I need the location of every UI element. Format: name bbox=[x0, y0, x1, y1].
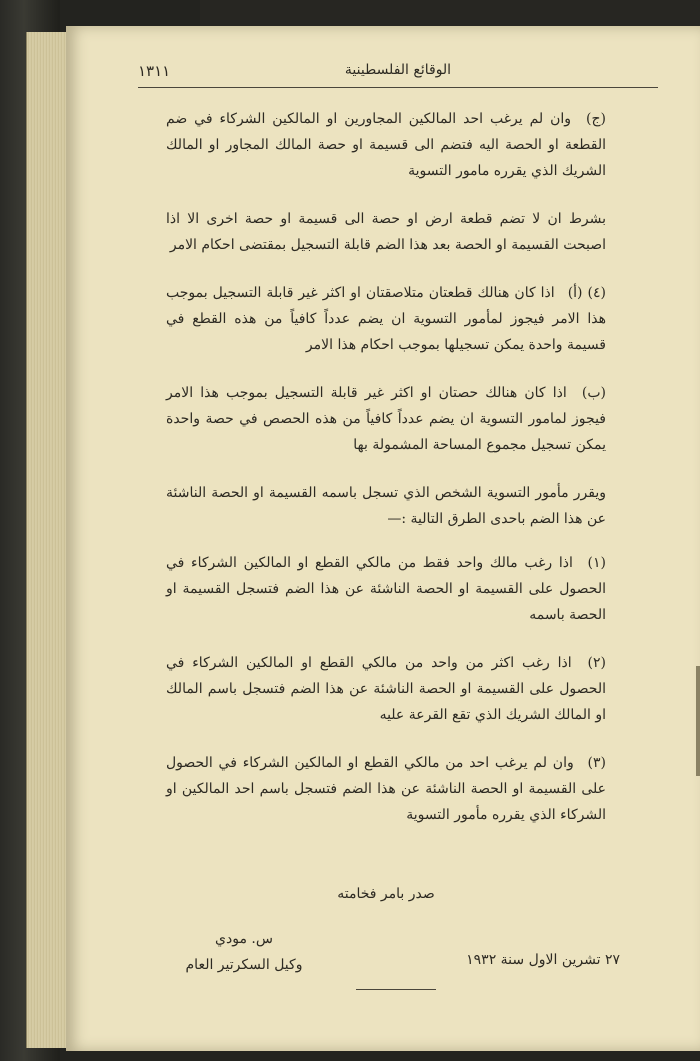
background-surface bbox=[200, 0, 700, 26]
paragraph bbox=[166, 750, 606, 828]
paragraph-text: بشرط ان لا تضم قطعة ارض او حصة الى قسيمة او حصة اخرى الا اذا اصبحت القسيمة او الحصة بعد هذا الضم قابلة التسجيل بمقتضى احكام الامر bbox=[166, 211, 606, 253]
paragraph-text: اذا كان هنالك قطعتان متلاصقتان او اكثر غير قابلة التسجيل بموجب هذا الامر فيجوز لمأمور التسوية ان يضم عدداً كافياً من هذه القطع في قسيمة واحدة يمكن تسجيلها بموجب احكام هذا الامر bbox=[166, 285, 606, 353]
signature-block bbox=[174, 926, 314, 978]
paragraph-mark: (ب) bbox=[581, 385, 606, 401]
date-line: ٢٧ تشرين الاول سنة ١٩٣٢ bbox=[466, 952, 620, 968]
footer-rule bbox=[356, 989, 436, 990]
paragraph-text: اذا رغب مالك واحد فقط من مالكي القطع او المالكين الشركاء في الحصول على القسيمة او الحصة الناشئة عن هذا الضم فتسجل القسيمة او الحصة باسمه bbox=[166, 555, 606, 623]
paragraph bbox=[166, 106, 606, 184]
paragraph bbox=[166, 380, 606, 458]
paragraph-text: اذا كان هنالك حصتان او اكثر غير قابلة التسجيل بموجب هذا الامر فيجوز لمامور التسوية ان يضم عدداً كافياً من هذه الحصص في حصة واحدة يمكن تسجيل مجموع المساحة المشمولة بها bbox=[166, 385, 606, 453]
running-title: الوقائع الفلسطينية bbox=[344, 62, 452, 78]
paragraph bbox=[166, 206, 606, 258]
paragraph bbox=[166, 480, 606, 532]
paragraph bbox=[166, 550, 606, 628]
document-page bbox=[66, 26, 700, 1051]
paragraph-mark: (ج) bbox=[586, 111, 606, 127]
page-number: ١٣١١ bbox=[138, 62, 171, 80]
paragraph-text: وان لم يرغب احد من مالكي القطع او المالكين الشركاء في الحصول على القسيمة او الحصة الناشئة عن هذا الضم فتسجل باسم احد المالكين او الشركاء الذي يقرره مأمور التسوية bbox=[166, 755, 606, 823]
paragraph bbox=[166, 280, 606, 358]
body-text bbox=[166, 106, 606, 850]
paragraph-mark: (٤) (أ) bbox=[567, 285, 606, 301]
header-rule bbox=[138, 87, 658, 88]
page-edge-mark bbox=[696, 666, 700, 776]
paragraph-mark: (٣) bbox=[587, 755, 606, 771]
paragraph-text: اذا رغب اكثر من واحد من مالكي القطع او المالكين الشركاء في الحصول على القسيمة او الحصة الناشئة عن هذا الضم فتسجل باسم المالك او المالك الشريك الذي تقع القرعة عليه bbox=[166, 655, 606, 723]
paragraph-mark: (٢) bbox=[587, 655, 607, 671]
decree-line: صدر بامر فخامته bbox=[337, 886, 435, 902]
page-header bbox=[138, 60, 658, 84]
paragraph-text: وان لم يرغب احد المالكين المجاورين او المالكين الشركاء في ضم القطعة او الحصة اليه فتضم الى قسيمة او حصة المالك المجاور او المالك الشريك الذي يقرره مامور التسوية bbox=[166, 111, 606, 179]
signatory-name: س. مودي bbox=[215, 931, 273, 947]
signatory-title: وكيل السكرتير العام bbox=[185, 957, 303, 973]
paragraph-text: ويقرر مأمور التسوية الشخص الذي تسجل باسمه القسيمة او الحصة الناشئة عن هذا الضم باحدى الطرق التالية :— bbox=[166, 485, 606, 527]
paragraph bbox=[166, 650, 606, 728]
paragraph-mark: (١) bbox=[587, 555, 607, 571]
